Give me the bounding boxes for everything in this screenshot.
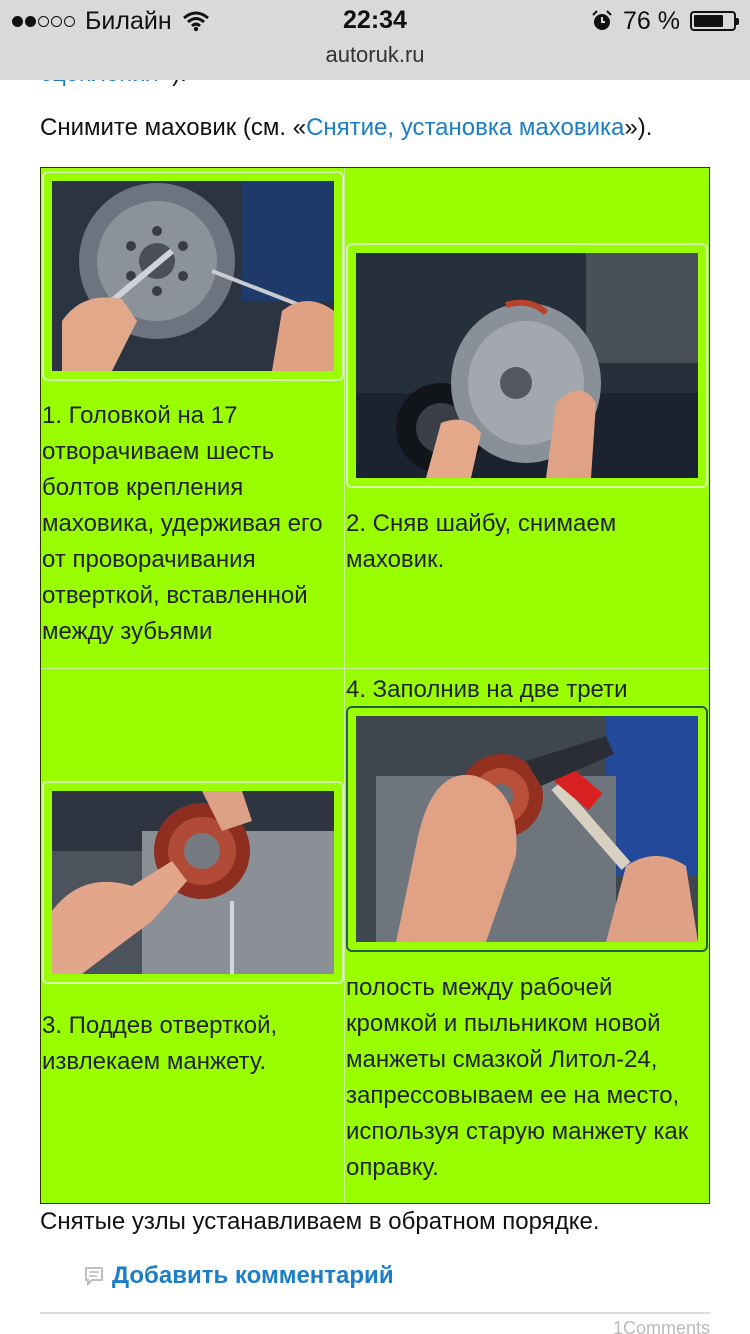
column-divider [344,168,345,1203]
flywheel-bolts-image [52,181,334,371]
intro-prefix: Снимите маховик (см. « [40,114,307,141]
step-2-photo[interactable] [346,243,708,488]
battery-percent: 76 % [623,6,680,35]
step-1-photo[interactable] [42,171,344,381]
add-comment-label: Добавить комментарий [112,1262,394,1289]
clock: 22:34 [343,6,407,34]
flywheel-removal-image [356,253,698,478]
comment-icon [84,1266,104,1286]
add-comment-link[interactable] [84,1262,394,1290]
flywheel-link[interactable]: Снятие, установка маховика [306,114,625,141]
step-4-caption: полость между рабочей кромкой и пыльником новой манжеты смазкой Литол-24, запрессовываем ее на место, используя старую манжету как оправку. [346,974,689,1181]
alarm-icon [591,10,613,32]
carrier-name: Билайн [85,6,172,35]
steps-table [40,167,710,1204]
battery-icon [690,11,736,31]
step-3-photo[interactable] [42,781,344,984]
step-4-caption-top: 4. Заполнив на две трети [346,676,628,703]
status-bar [0,0,750,80]
step-1-caption: 1. Головкой на 17 отворачиваем шесть болтов крепления маховика, удерживая его от проворачивания отверткой, вставленной между зубьями [42,402,323,645]
status-right [591,6,736,36]
seal-pressing-image [356,716,698,942]
comments-divider [40,1312,710,1314]
step-3-caption: 3. Поддев отверткой, извлекаем манжету. [42,1012,278,1075]
step-2-caption: 2. Сняв шайбу, снимаем маховик. [346,510,617,573]
seal-extraction-image [52,791,334,974]
outro-paragraph: Снятые узлы устанавливаем в обратном порядке. [40,1208,600,1235]
intro-paragraph [40,114,652,142]
intro-suffix: »). [624,114,653,141]
step-4-photo[interactable] [346,706,708,952]
row-divider [41,668,709,669]
comments-count[interactable]: 1Comments [612,1318,710,1334]
page-url[interactable]: autoruk.ru [325,42,425,67]
